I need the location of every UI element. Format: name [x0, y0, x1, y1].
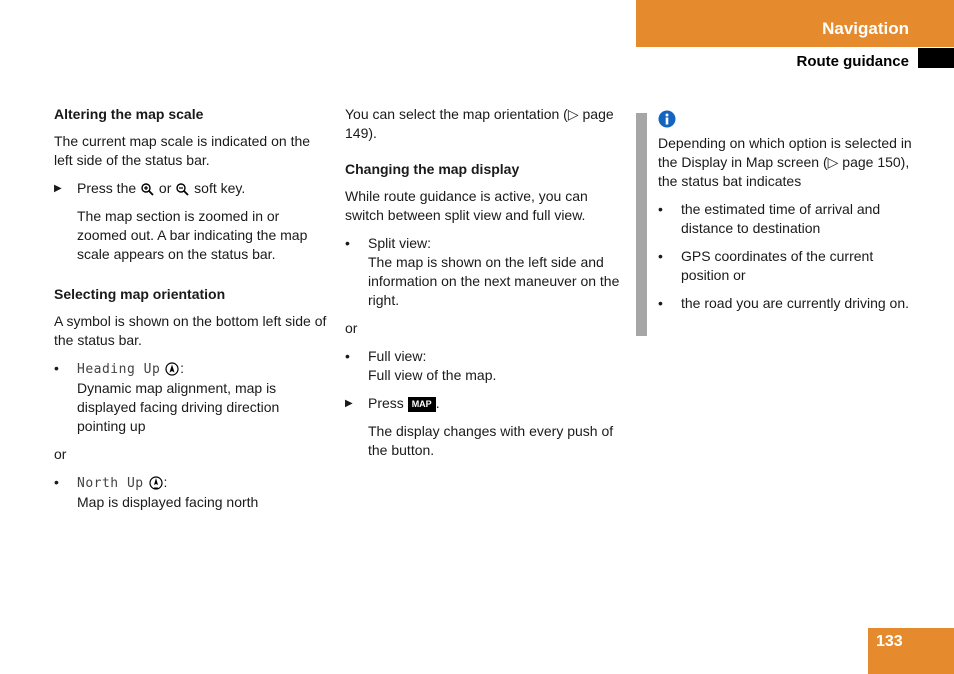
- page-number: 133: [876, 633, 903, 650]
- info-icon: [658, 110, 676, 128]
- paragraph-map-display: While route guidance is active, you can switch between split view and full view.: [345, 188, 588, 223]
- info-bullet: [658, 294, 918, 313]
- split-view-title: Split view:: [368, 235, 432, 251]
- bullet-split-view: [345, 234, 620, 310]
- heading-up-description: Dynamic map alignment, map is displayed facing driving direction pointing up: [77, 380, 280, 434]
- info-bullet-text: the road you are currently driving on.: [681, 295, 910, 311]
- section-title: Navigation: [822, 19, 909, 38]
- info-bullet-text: GPS coordinates of the current position or: [681, 248, 874, 283]
- bullet-north-up: • North Up : Map is displayed facing north: [54, 474, 259, 510]
- step-arrow-icon: ▶: [54, 183, 62, 194]
- bullet-full-view: [345, 347, 620, 385]
- or-text-1: or: [54, 446, 67, 462]
- zoom-in-icon: [141, 183, 154, 196]
- full-view-title: Full view:: [368, 348, 427, 364]
- step-zoom-post: soft key.: [194, 180, 246, 196]
- header-marker: [918, 48, 954, 68]
- paragraph-map-orientation: A symbol is shown on the bottom left side of the status bar.: [54, 313, 327, 348]
- bullet-icon: •: [54, 360, 59, 376]
- bullet-icon: •: [345, 348, 350, 364]
- heading-up-code: Heading Up: [77, 362, 161, 377]
- info-bullet-text: the estimated time of arrival and distance to destination: [681, 201, 881, 236]
- info-bullet: [658, 200, 918, 238]
- zoom-out-icon: [176, 183, 189, 196]
- step-zoom-mid: or: [158, 180, 172, 196]
- info-box: [658, 110, 918, 322]
- north-up-icon: [149, 476, 163, 490]
- map-key: MAP: [408, 397, 436, 412]
- heading-up-icon: [165, 362, 179, 376]
- north-up-description: Map is displayed facing north: [77, 494, 259, 510]
- step-arrow-icon: ▶: [345, 398, 353, 409]
- heading-map-display: Changing the map display: [345, 161, 520, 177]
- column-left: [54, 105, 329, 521]
- info-side-bar: [636, 113, 647, 336]
- step-press-result: The display changes with every push of the button.: [368, 423, 614, 458]
- paragraph-orientation-ref: You can select the map orientation (▷ page 149).: [345, 106, 614, 141]
- bullet-icon: •: [54, 474, 59, 490]
- step-zoom: [54, 179, 329, 198]
- heading-map-orientation: Selecting map orientation: [54, 286, 226, 302]
- step-press-map: ▶ Press MAP .: [345, 395, 440, 411]
- paragraph-map-scale: The current map scale is indicated on the left side of the status bar.: [54, 133, 311, 168]
- bullet-icon: •: [345, 235, 350, 251]
- column-middle: [345, 105, 620, 469]
- step-zoom-pre: Press the: [77, 180, 137, 196]
- full-view-description: Full view of the map.: [368, 367, 497, 383]
- heading-map-scale: Altering the map scale: [54, 106, 204, 122]
- step-zoom-result: The map section is zoomed in or zoomed out. A bar indicating the map scale appears on the status bar.: [77, 208, 308, 262]
- step-press-text: Press: [368, 395, 404, 411]
- split-view-description: The map is shown on the left side and information on the next maneuver on the right.: [368, 254, 620, 308]
- bullet-icon: •: [658, 295, 663, 311]
- bullet-heading-up: • Heading Up : Dynamic map alignment, map is displayed facing driving direction pointing up: [54, 360, 280, 434]
- subsection-title: Route guidance: [796, 53, 909, 70]
- bullet-icon: •: [658, 201, 663, 217]
- info-bullet: [658, 247, 918, 285]
- bullet-icon: •: [658, 248, 663, 264]
- info-paragraph: Depending on which option is selected in the Display in Map screen (▷ page 150), the status bat indicates: [658, 135, 912, 189]
- or-text-2: or: [345, 320, 358, 336]
- north-up-code: North Up: [77, 476, 144, 491]
